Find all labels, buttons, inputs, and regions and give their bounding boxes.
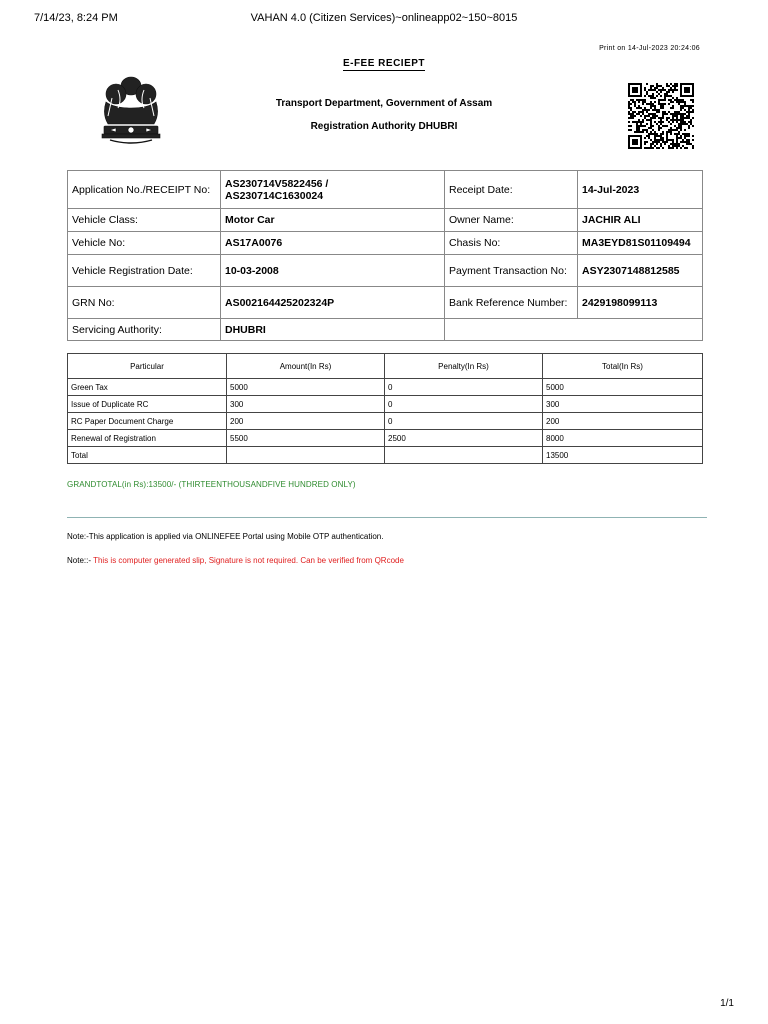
payment-transaction-label: Payment Transaction No: xyxy=(445,255,578,287)
bank-reference-value: 2429198099113 xyxy=(578,287,703,319)
receipt-date-value: 14-Jul-2023 xyxy=(578,171,703,209)
chasis-no-label: Chasis No: xyxy=(445,232,578,255)
fee-amount: 300 xyxy=(227,396,385,413)
fee-table-header xyxy=(68,354,703,379)
vehicle-no-value: AS17A0076 xyxy=(221,232,445,255)
fee-particular: RC Paper Document Charge xyxy=(68,413,227,430)
fee-penalty: 0 xyxy=(385,413,543,430)
fee-table xyxy=(67,353,703,464)
vehicle-class-label: Vehicle Class: xyxy=(68,209,221,232)
application-no-value: AS230714V5822456 / AS230714C1630024 xyxy=(221,171,445,209)
page-number: 1/1 xyxy=(720,998,734,1009)
fee-amount xyxy=(227,447,385,464)
col-particular: Particular xyxy=(68,354,227,379)
divider xyxy=(67,517,707,518)
fee-penalty: 0 xyxy=(385,396,543,413)
fee-total: 200 xyxy=(543,413,703,430)
receipt-date-label: Receipt Date: xyxy=(445,171,578,209)
details-row-grn xyxy=(68,287,703,319)
qr-code-icon xyxy=(626,83,696,149)
fee-total: 300 xyxy=(543,396,703,413)
fee-total: 8000 xyxy=(543,430,703,447)
fee-particular: Green Tax xyxy=(68,379,227,396)
fee-penalty: 0 xyxy=(385,379,543,396)
fee-penalty: 2500 xyxy=(385,430,543,447)
payment-transaction-value: ASY2307148812585 xyxy=(578,255,703,287)
vehicle-details-table xyxy=(67,170,703,341)
print-datetime: 7/14/23, 8:24 PM xyxy=(34,12,118,24)
owner-name-value: JACHIR ALI xyxy=(578,209,703,232)
details-row-vehicle-class xyxy=(68,209,703,232)
registration-date-label: Vehicle Registration Date: xyxy=(68,255,221,287)
receipt-heading-text: E-FEE RECIEPT xyxy=(342,58,426,69)
owner-name-label: Owner Name: xyxy=(445,209,578,232)
table-row xyxy=(68,430,703,447)
details-row-vehicle-no xyxy=(68,232,703,255)
bank-reference-label: Bank Reference Number: xyxy=(445,287,578,319)
table-row-total xyxy=(68,447,703,464)
browser-page-title: VAHAN 4.0 (Citizen Services)~onlineapp02~150~8015 xyxy=(250,12,518,24)
col-penalty: Penalty(In Rs) xyxy=(385,354,543,379)
note-otp-authentication: Note:-This application is applied via ONLINEFEE Portal using Mobile OTP authentication. xyxy=(67,532,384,541)
grn-no-value: AS002164425202324P xyxy=(221,287,445,319)
department-name: Transport Department, Government of Assam xyxy=(275,98,493,109)
note-computer-generated xyxy=(67,556,404,565)
chasis-no-value: MA3EYD81S01109494 xyxy=(578,232,703,255)
vehicle-no-label: Vehicle No: xyxy=(68,232,221,255)
fee-amount: 5000 xyxy=(227,379,385,396)
fee-penalty xyxy=(385,447,543,464)
servicing-authority-label: Servicing Authority: xyxy=(68,319,221,341)
fee-particular: Total xyxy=(68,447,227,464)
fee-particular: Renewal of Registration xyxy=(68,430,227,447)
note-computer-generated-text: This is computer generated slip, Signature is not required. Can be verified from QRcode xyxy=(93,556,404,565)
registration-date-value: 10-03-2008 xyxy=(221,255,445,287)
details-row-servicing-authority xyxy=(68,319,703,341)
table-row xyxy=(68,413,703,430)
registration-authority: Registration Authority DHUBRI xyxy=(310,121,458,132)
fee-amount: 5500 xyxy=(227,430,385,447)
note-prefix: Note::- xyxy=(67,556,94,565)
servicing-authority-value: DHUBRI xyxy=(221,319,445,341)
fee-total: 5000 xyxy=(543,379,703,396)
application-no-label: Application No./RECEIPT No: xyxy=(68,171,221,209)
receipt-heading xyxy=(0,58,768,69)
empty-cell xyxy=(445,319,703,341)
table-row xyxy=(68,396,703,413)
fee-total: 13500 xyxy=(543,447,703,464)
details-row-registration-date xyxy=(68,255,703,287)
details-row-application xyxy=(68,171,703,209)
grand-total-text: GRANDTOTAL(in Rs):13500/- (THIRTEENTHOUSANDFIVE HUNDRED ONLY) xyxy=(67,480,356,489)
table-row xyxy=(68,379,703,396)
vehicle-class-value: Motor Car xyxy=(221,209,445,232)
col-total: Total(In Rs) xyxy=(543,354,703,379)
fee-amount: 200 xyxy=(227,413,385,430)
fee-particular: Issue of Duplicate RC xyxy=(68,396,227,413)
printed-on-timestamp: Print on 14-Jul-2023 20:24:06 xyxy=(599,45,700,52)
state-emblem-icon xyxy=(88,72,174,158)
grn-no-label: GRN No: xyxy=(68,287,221,319)
col-amount: Amount(In Rs) xyxy=(227,354,385,379)
